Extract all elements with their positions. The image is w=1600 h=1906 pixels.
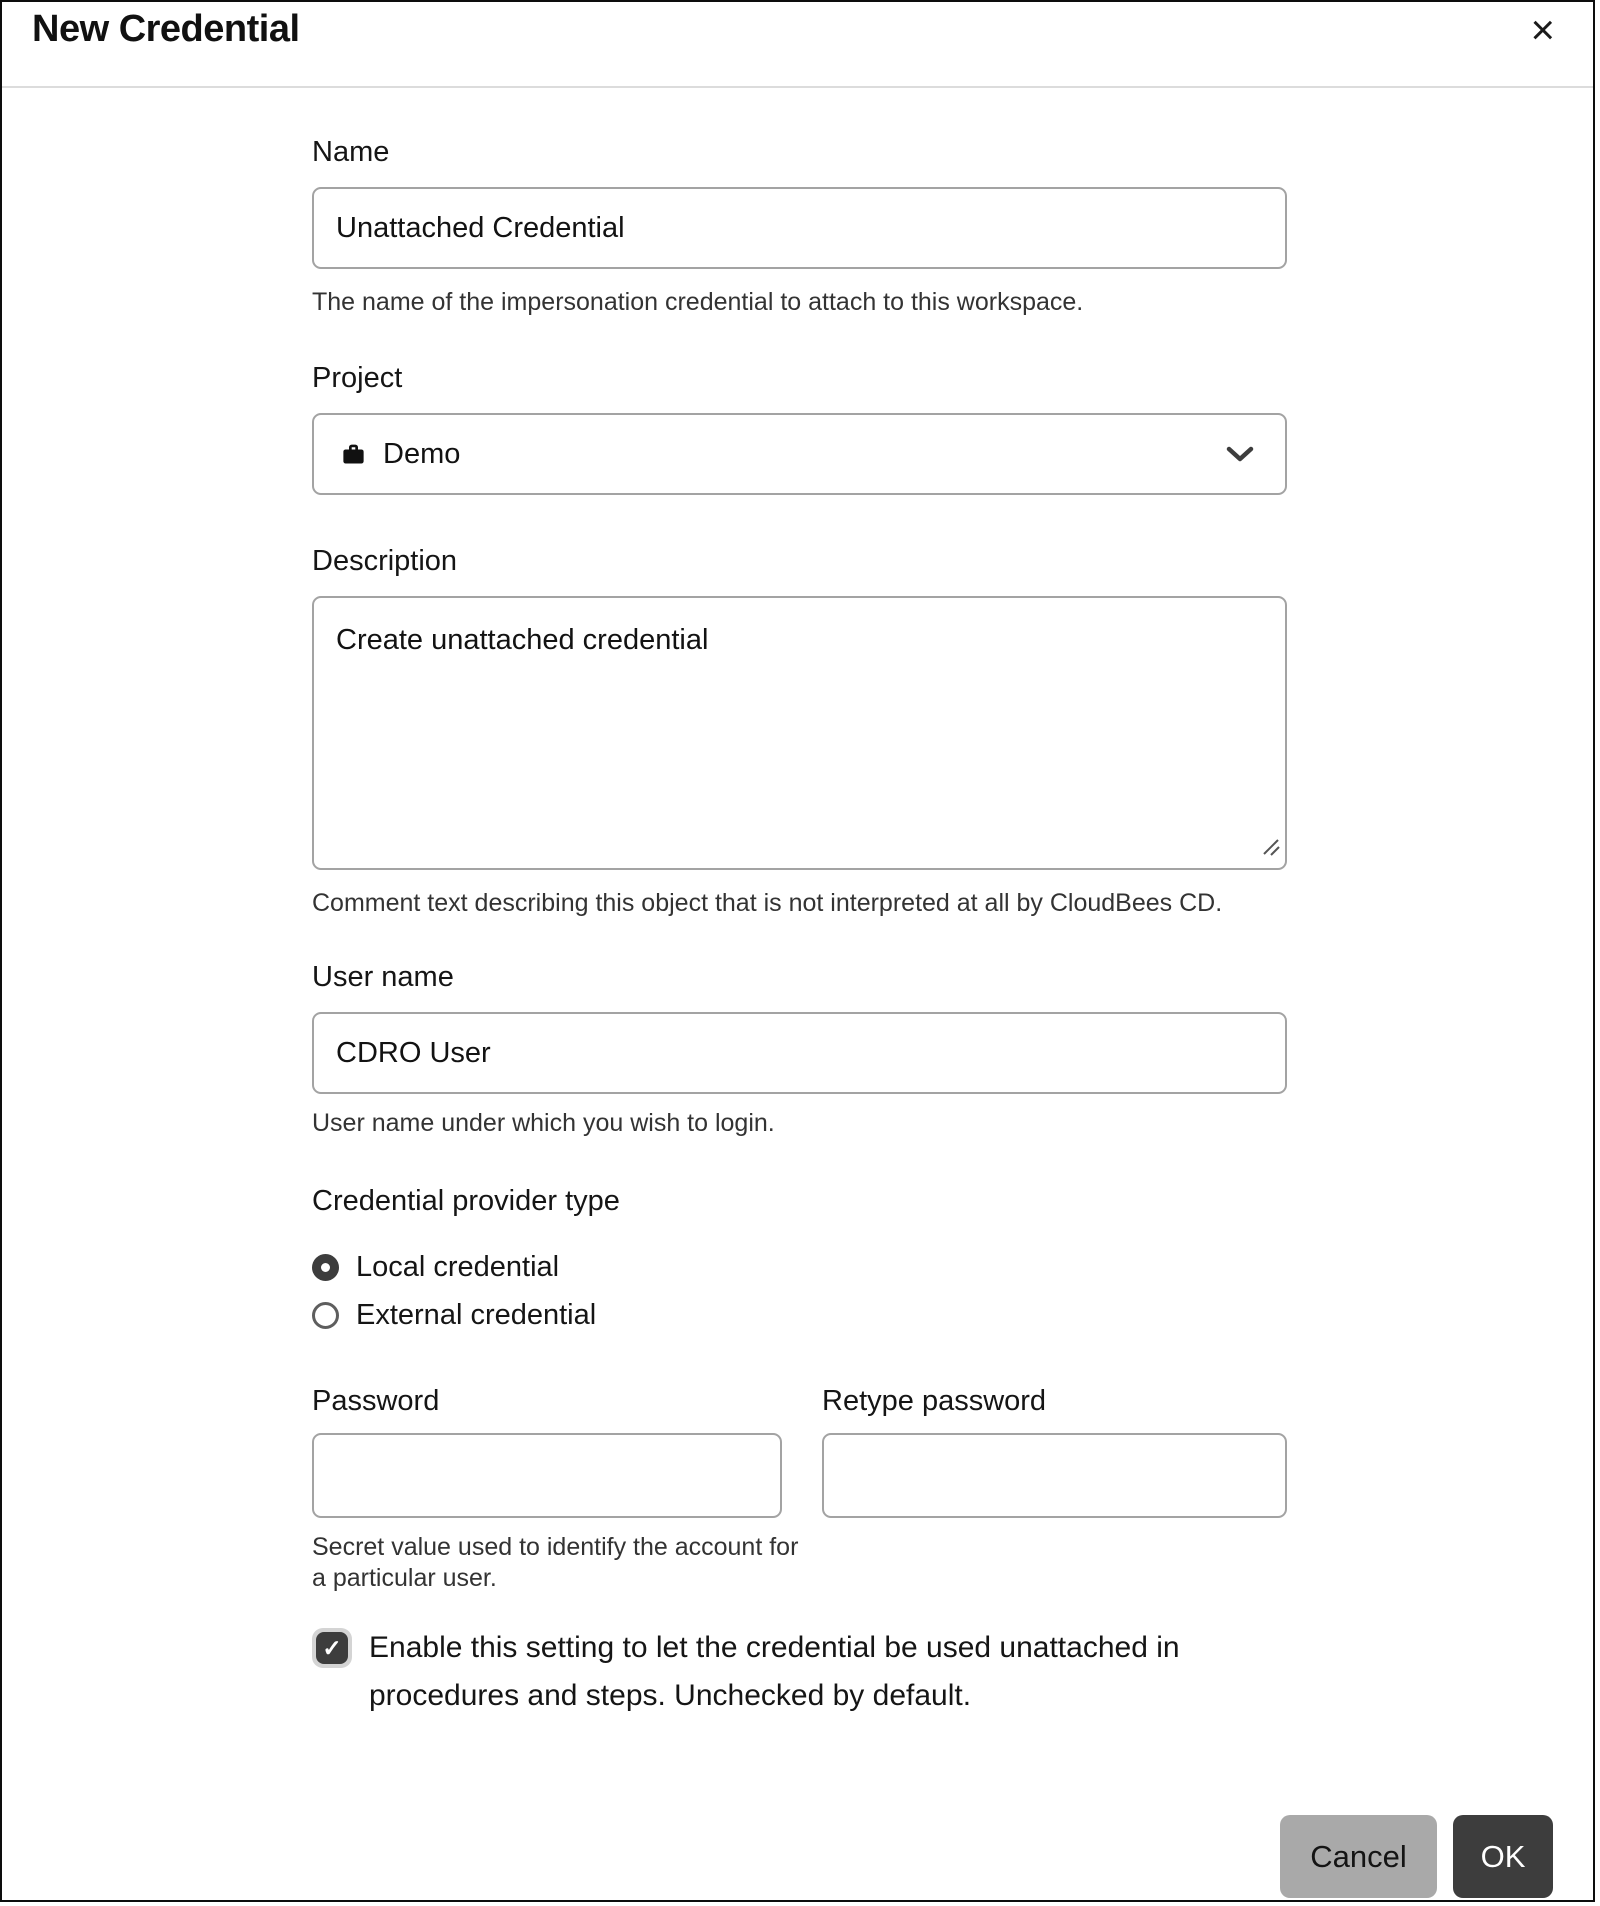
description-field-group [312, 543, 1287, 919]
radio-unselected-icon[interactable] [312, 1302, 339, 1329]
name-input[interactable] [312, 187, 1287, 269]
project-select[interactable] [312, 413, 1287, 495]
chevron-down-icon [1225, 445, 1255, 463]
close-icon[interactable]: × [1530, 6, 1555, 53]
provider-type-group [312, 1183, 1287, 1339]
password-input[interactable] [312, 1433, 782, 1518]
radio-selected-icon[interactable] [312, 1254, 339, 1281]
username-label: User name [312, 961, 454, 993]
unattached-checkbox-label: Enable this setting to let the credential be used unattached in procedures and steps. Unchecked by default. [369, 1631, 1180, 1712]
radio-external-credential[interactable] [312, 1291, 1287, 1339]
username-input[interactable] [312, 1012, 1287, 1094]
provider-type-label: Credential provider type [312, 1185, 620, 1217]
dialog-title: New Credential [32, 8, 300, 50]
radio-local-credential-label: Local credential [356, 1250, 560, 1283]
description-textarea-wrap [312, 596, 1287, 870]
radio-local-credential[interactable] [312, 1243, 1287, 1291]
project-field-group [312, 360, 1287, 495]
radio-external-credential-label: External credential [356, 1298, 597, 1331]
password-fields-row [312, 1383, 1287, 1594]
dialog-content [312, 88, 1287, 1720]
name-label: Name [312, 136, 390, 168]
name-field-group [312, 134, 1287, 318]
retype-password-input[interactable] [822, 1433, 1287, 1518]
retype-password-label: Retype password [822, 1385, 1047, 1417]
project-label: Project [312, 362, 403, 394]
cancel-button[interactable]: Cancel [1280, 1815, 1437, 1898]
unattached-checkbox[interactable] [312, 1628, 352, 1668]
username-field-group [312, 959, 1287, 1139]
ok-button[interactable]: OK [1453, 1815, 1553, 1898]
dialog-actions [1280, 1815, 1553, 1898]
description-help-text: Comment text describing this object that is not interpreted at all by CloudBees CD. [312, 889, 1223, 917]
description-label: Description [312, 545, 458, 577]
password-label: Password [312, 1385, 440, 1417]
password-help-text: Secret value used to identify the account for a particular user. [312, 1533, 799, 1592]
dialog-titlebar [2, 2, 1593, 88]
description-textarea[interactable] [312, 596, 1287, 870]
username-help-text: User name under which you wish to login. [312, 1109, 775, 1137]
unattached-checkbox-row [312, 1624, 1287, 1720]
briefcase-icon [340, 441, 367, 468]
project-selected-value: Demo [383, 437, 461, 470]
retype-password-field-group [822, 1383, 1287, 1518]
password-field-group [312, 1383, 799, 1594]
name-help-text: The name of the impersonation credential to attach to this workspace. [312, 288, 1084, 316]
checkmark-icon: ✓ [316, 1632, 348, 1664]
